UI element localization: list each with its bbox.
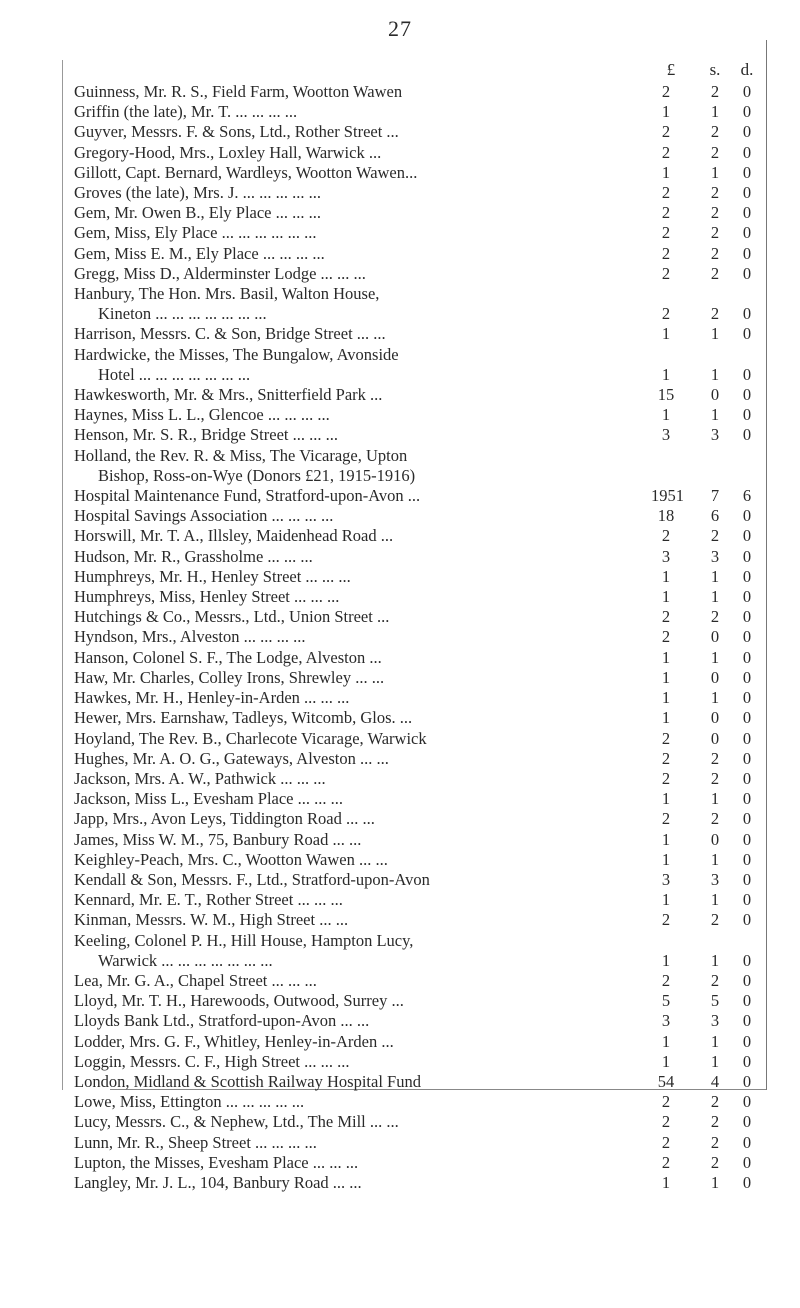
amount-pounds: 2 <box>661 1152 671 1172</box>
amount-pence: 0 <box>742 122 752 142</box>
donor-entry <box>74 648 760 668</box>
amount-pence: 0 <box>742 667 752 687</box>
amount-pence: 0 <box>742 991 752 1011</box>
amount-pence: 0 <box>742 970 752 990</box>
amount-shillings: 2 <box>710 970 720 990</box>
donor-name: Hospital Savings Association ... ... ... ... <box>74 506 334 526</box>
pounds-header: £ <box>666 60 676 79</box>
amount-shillings: 2 <box>710 1152 720 1172</box>
donor-name: Jackson, Miss L., Evesham Place ... ... ... <box>74 789 344 809</box>
amount-shillings: 2 <box>710 526 720 546</box>
donor-name: Lucy, Messrs. C., & Nephew, Ltd., The Mill ... ... <box>74 1112 399 1132</box>
donor-entry <box>74 607 760 627</box>
donor-entry <box>74 870 760 890</box>
amount-shillings: 7 <box>710 486 720 506</box>
donor-name: Gem, Mr. Owen B., Ely Place ... ... ... <box>74 203 322 223</box>
donor-name: Groves (the late), Mrs. J. ... ... ... ... ... <box>74 183 322 203</box>
amount-shillings: 2 <box>710 223 720 243</box>
amount-pounds: 2 <box>661 728 671 748</box>
amount-pence: 0 <box>742 243 752 263</box>
donor-entry <box>74 102 760 122</box>
amount-pounds: 1 <box>661 829 671 849</box>
amount-pounds: 2 <box>661 607 671 627</box>
amount-pounds: 2 <box>661 1092 671 1112</box>
donor-entry <box>74 345 760 385</box>
amount-pence: 0 <box>742 1112 752 1132</box>
amount-shillings: 3 <box>710 1011 720 1031</box>
donor-entry <box>74 547 760 567</box>
amount-pence: 0 <box>742 1172 752 1192</box>
amount-pounds: 1 <box>661 364 671 384</box>
donor-name: Kineton ... ... ... ... ... ... ... <box>98 304 267 324</box>
amount-pounds: 3 <box>661 869 671 889</box>
donor-entry <box>74 991 760 1011</box>
amount-pounds: 1 <box>661 890 671 910</box>
amount-shillings: 2 <box>710 1092 720 1112</box>
amount-pence: 0 <box>742 203 752 223</box>
donor-name: Lea, Mr. G. A., Chapel Street ... ... ... <box>74 970 317 990</box>
amount-pounds: 2 <box>661 809 671 829</box>
donor-entry <box>74 971 760 991</box>
donor-name: Gillott, Capt. Bernard, Wardleys, Wootton Wawen... <box>74 162 418 182</box>
donor-name: Lloyd, Mr. T. H., Harewoods, Outwood, Surrey ... <box>74 991 404 1011</box>
amount-pence: 0 <box>742 566 752 586</box>
amount-shillings: 2 <box>710 82 720 101</box>
donor-name: Hughes, Mr. A. O. G., Gateways, Alveston ... ... <box>74 748 389 768</box>
amount-pounds: 1 <box>661 324 671 344</box>
amount-shillings: 2 <box>710 263 720 283</box>
amount-shillings: 0 <box>710 708 720 728</box>
amount-shillings: 3 <box>710 425 720 445</box>
amount-pence: 0 <box>742 405 752 425</box>
donor-name: Hospital Maintenance Fund, Stratford-upon-Avon ... <box>74 486 421 506</box>
amount-pence: 0 <box>742 728 752 748</box>
amount-pounds: 15 <box>657 385 675 405</box>
amount-pence: 0 <box>742 223 752 243</box>
amount-shillings: 1 <box>710 890 720 910</box>
amount-pounds: 3 <box>661 1011 671 1031</box>
amount-shillings: 5 <box>710 991 720 1011</box>
amount-pounds: 1 <box>661 405 671 425</box>
amount-pounds: 1 <box>661 647 671 667</box>
amount-shillings: 4 <box>710 1071 720 1091</box>
amount-pounds: 1 <box>661 688 671 708</box>
amount-pence: 0 <box>742 627 752 647</box>
amount-pounds: 18 <box>657 506 675 526</box>
amount-pounds: 1 <box>661 708 671 728</box>
donor-entry <box>74 931 760 971</box>
amount-pounds: 5 <box>661 991 671 1011</box>
amount-shillings: 0 <box>710 829 720 849</box>
amount-pence: 0 <box>742 183 752 203</box>
page-number: 27 <box>388 16 412 41</box>
amount-pence: 0 <box>742 304 752 324</box>
amount-pounds: 2 <box>661 243 671 263</box>
amount-pence: 0 <box>742 546 752 566</box>
donor-entry <box>74 284 760 324</box>
amount-shillings: 1 <box>710 1051 720 1071</box>
amount-pounds: 54 <box>657 1071 675 1091</box>
donor-entry <box>74 486 760 506</box>
donor-name: Haw, Mr. Charles, Colley Irons, Shrewley ... ... <box>74 667 385 687</box>
donor-name: Hewer, Mrs. Earnshaw, Tadleys, Witcomb, Glos. ... <box>74 708 413 728</box>
donor-entry <box>74 729 760 749</box>
amount-pounds: 1 <box>661 1172 671 1192</box>
amount-pence: 0 <box>742 587 752 607</box>
amount-pence: 0 <box>742 1051 752 1071</box>
amount-pence: 0 <box>742 789 752 809</box>
amount-pounds: 2 <box>661 627 671 647</box>
donor-name: Warwick ... ... ... ... ... ... ... <box>98 950 273 970</box>
amount-pounds: 1 <box>661 162 671 182</box>
amount-pounds: 1 <box>661 667 671 687</box>
donor-entry <box>74 324 760 344</box>
amount-pence: 0 <box>742 162 752 182</box>
amount-pence: 0 <box>742 324 752 344</box>
amount-shillings: 1 <box>710 587 720 607</box>
donor-list <box>74 82 760 1193</box>
amount-pounds: 2 <box>661 223 671 243</box>
amount-shillings: 1 <box>710 647 720 667</box>
donor-entry <box>74 1133 760 1153</box>
amount-pence: 0 <box>742 82 752 101</box>
amount-shillings: 2 <box>710 142 720 162</box>
amount-shillings: 2 <box>710 203 720 223</box>
donor-entry <box>74 1052 760 1072</box>
amount-pence: 0 <box>742 890 752 910</box>
amount-pence: 0 <box>742 849 752 869</box>
amount-shillings: 2 <box>710 304 720 324</box>
donor-entry <box>74 264 760 284</box>
donor-name: Lloyds Bank Ltd., Stratford-upon-Avon ... ... <box>74 1011 370 1031</box>
amount-pounds: 2 <box>661 263 671 283</box>
amount-pence: 0 <box>742 809 752 829</box>
donor-name: Keighley-Peach, Mrs. C., Wootton Wawen ... ... <box>74 849 388 869</box>
donor-name: Hanbury, The Hon. Mrs. Basil, Walton House, <box>74 284 380 304</box>
amount-shillings: 0 <box>710 385 720 405</box>
donor-name: Kennard, Mr. E. T., Rother Street ... ... ... <box>74 890 343 910</box>
donor-entry <box>74 1092 760 1112</box>
donor-entry <box>74 405 760 425</box>
amount-shillings: 1 <box>710 405 720 425</box>
donor-name: Hutchings & Co., Messrs., Ltd., Union Street ... <box>74 607 390 627</box>
amount-pence: 0 <box>742 688 752 708</box>
donor-name: Gem, Miss E. M., Ely Place ... ... ... ... <box>74 243 325 263</box>
amount-shillings: 2 <box>710 809 720 829</box>
amount-pence: 0 <box>742 1011 752 1031</box>
amount-shillings: 0 <box>710 667 720 687</box>
donor-name: James, Miss W. M., 75, Banbury Road ... ... <box>74 829 362 849</box>
amount-pounds: 2 <box>661 970 671 990</box>
amount-pounds: 1 <box>661 789 671 809</box>
amount-pounds: 1 <box>661 1031 671 1051</box>
donor-entry <box>74 1173 760 1193</box>
amount-pence: 0 <box>742 425 752 445</box>
donor-name: Lodder, Mrs. G. F., Whitley, Henley-in-Arden ... <box>74 1031 394 1051</box>
amount-pounds: 2 <box>661 183 671 203</box>
donor-name: Hawkesworth, Mr. & Mrs., Snitterfield Park ... <box>74 385 383 405</box>
amount-pence: 0 <box>742 1132 752 1152</box>
donor-entry <box>74 163 760 183</box>
amount-shillings: 2 <box>710 748 720 768</box>
amount-pence: 0 <box>742 708 752 728</box>
amount-shillings: 1 <box>710 566 720 586</box>
donor-entry <box>74 809 760 829</box>
amount-shillings: 0 <box>710 627 720 647</box>
donor-entry <box>74 830 760 850</box>
donor-entry <box>74 143 760 163</box>
amount-pence: 0 <box>742 950 752 970</box>
donor-name: Hardwicke, the Misses, The Bungalow, Avonside <box>74 344 399 364</box>
donor-entry <box>74 850 760 870</box>
amount-pounds: 2 <box>661 1112 671 1132</box>
amount-pounds: 2 <box>661 1132 671 1152</box>
amount-shillings: 2 <box>710 768 720 788</box>
amount-pence: 0 <box>742 1092 752 1112</box>
amount-column-headers <box>74 60 760 82</box>
amount-shillings: 3 <box>710 546 720 566</box>
amount-shillings: 1 <box>710 162 720 182</box>
donor-name: Japp, Mrs., Avon Leys, Tiddington Road ... ... <box>74 809 375 829</box>
donor-entry <box>74 789 760 809</box>
amount-pence: 0 <box>742 647 752 667</box>
amount-shillings: 2 <box>710 910 720 930</box>
donor-name: Bishop, Ross-on-Wye (Donors £21, 1915-1916) <box>98 465 416 485</box>
amount-shillings: 1 <box>710 324 720 344</box>
amount-pence: 0 <box>742 526 752 546</box>
donor-name: Haynes, Miss L. L., Glencoe ... ... ... ... <box>74 405 330 425</box>
donor-entry <box>74 446 760 486</box>
amount-pence: 0 <box>742 102 752 122</box>
amount-shillings: 1 <box>710 789 720 809</box>
donor-name: Holland, the Rev. R. & Miss, The Vicarage, Upton <box>74 445 408 465</box>
amount-pence: 0 <box>742 385 752 405</box>
donor-name: Humphreys, Mr. H., Henley Street ... ... ... <box>74 566 351 586</box>
donor-name: Guyver, Messrs. F. & Sons, Ltd., Rother Street ... <box>74 122 399 142</box>
donor-entry <box>74 1011 760 1031</box>
donor-entry <box>74 244 760 264</box>
donor-name: Hotel ... ... ... ... ... ... ... <box>98 364 251 384</box>
donor-entry <box>74 1072 760 1092</box>
amount-shillings: 2 <box>710 122 720 142</box>
donor-entry <box>74 506 760 526</box>
amount-shillings: 1 <box>710 1031 720 1051</box>
donor-entry <box>74 223 760 243</box>
donor-name: Lupton, the Misses, Evesham Place ... ... ... <box>74 1152 359 1172</box>
amount-pence: 0 <box>742 607 752 627</box>
donor-name: Lunn, Mr. R., Sheep Street ... ... ... ... <box>74 1132 317 1152</box>
amount-pence: 0 <box>742 748 752 768</box>
amount-pounds: 3 <box>661 546 671 566</box>
amount-shillings: 2 <box>710 1112 720 1132</box>
amount-shillings: 1 <box>710 1172 720 1192</box>
amount-shillings: 2 <box>710 243 720 263</box>
donor-name: Lowe, Miss, Ettington ... ... ... ... ... <box>74 1092 305 1112</box>
amount-shillings: 2 <box>710 607 720 627</box>
donor-entry <box>74 203 760 223</box>
donor-name: Kinman, Messrs. W. M., High Street ... ... <box>74 910 349 930</box>
donor-entry <box>74 627 760 647</box>
amount-pounds: 1 <box>661 102 671 122</box>
amount-shillings: 3 <box>710 869 720 889</box>
amount-shillings: 1 <box>710 688 720 708</box>
donor-entry <box>74 567 760 587</box>
amount-shillings: 1 <box>710 849 720 869</box>
amount-pence: 6 <box>742 486 752 506</box>
donor-name: Gregory-Hood, Mrs., Loxley Hall, Warwick ... <box>74 142 382 162</box>
amount-shillings: 0 <box>710 728 720 748</box>
amount-pounds: 1 <box>661 950 671 970</box>
shillings-header: s. <box>709 60 721 79</box>
page-border-left <box>62 60 63 1090</box>
amount-pounds: 2 <box>661 910 671 930</box>
donor-entry <box>74 385 760 405</box>
amount-pence: 0 <box>742 829 752 849</box>
donor-name: Keeling, Colonel P. H., Hill House, Hampton Lucy, <box>74 930 414 950</box>
donor-name: Horswill, Mr. T. A., Illsley, Maidenhead Road ... <box>74 526 394 546</box>
amount-pounds: 1 <box>661 566 671 586</box>
amount-pounds: 3 <box>661 425 671 445</box>
amount-pounds: 2 <box>661 142 671 162</box>
donor-name: Loggin, Messrs. C. F., High Street ... ... ... <box>74 1051 350 1071</box>
amount-shillings: 6 <box>710 506 720 526</box>
amount-pounds: 1 <box>661 849 671 869</box>
donor-name: Gem, Miss, Ely Place ... ... ... ... ... ... <box>74 223 317 243</box>
donor-name: Hudson, Mr. R., Grassholme ... ... ... <box>74 546 313 566</box>
donor-entry <box>74 122 760 142</box>
amount-shillings: 1 <box>710 950 720 970</box>
donor-entry <box>74 1112 760 1132</box>
donor-name: Langley, Mr. J. L., 104, Banbury Road ... ... <box>74 1172 362 1192</box>
amount-pence: 0 <box>742 1071 752 1091</box>
amount-pounds: 2 <box>661 768 671 788</box>
amount-pounds: 2 <box>661 526 671 546</box>
pence-header: d. <box>740 60 754 79</box>
donor-entry <box>74 668 760 688</box>
donor-name: Harrison, Messrs. C. & Son, Bridge Street ... ... <box>74 324 386 344</box>
amount-pounds: 1951 <box>651 486 684 506</box>
amount-shillings: 2 <box>710 183 720 203</box>
page-border-right <box>766 40 767 1090</box>
donor-entry <box>74 82 760 102</box>
donor-name: Guinness, Mr. R. S., Field Farm, Wootton Wawen <box>74 82 403 101</box>
donor-entry <box>74 587 760 607</box>
donor-name: Hoyland, The Rev. B., Charlecote Vicarage, Warwick <box>74 728 427 748</box>
donor-name: Hanson, Colonel S. F., The Lodge, Alveston ... <box>74 647 382 667</box>
amount-pence: 0 <box>742 869 752 889</box>
donor-name: Gregg, Miss D., Alderminster Lodge ... ... ... <box>74 263 366 283</box>
amount-pence: 0 <box>742 768 752 788</box>
donor-name: Humphreys, Miss, Henley Street ... ... ... <box>74 587 340 607</box>
amount-pounds: 2 <box>661 304 671 324</box>
amount-pence: 0 <box>742 506 752 526</box>
amount-pounds: 2 <box>661 203 671 223</box>
donor-name: London, Midland & Scottish Railway Hospital Fund <box>74 1071 421 1091</box>
donor-entry <box>74 425 760 445</box>
donor-name: Hyndson, Mrs., Alveston ... ... ... ... <box>74 627 306 647</box>
donor-entry <box>74 708 760 728</box>
donor-name: Henson, Mr. S. R., Bridge Street ... ... ... <box>74 425 338 445</box>
amount-pence: 0 <box>742 1031 752 1051</box>
amount-shillings: 2 <box>710 1132 720 1152</box>
donor-entry <box>74 688 760 708</box>
amount-shillings: 1 <box>710 102 720 122</box>
donor-name: Hawkes, Mr. H., Henley-in-Arden ... ... ... <box>74 688 350 708</box>
amount-pounds: 1 <box>661 1051 671 1071</box>
amount-pence: 0 <box>742 263 752 283</box>
donor-entry <box>74 1153 760 1173</box>
amount-pounds: 2 <box>661 748 671 768</box>
amount-pence: 0 <box>742 364 752 384</box>
donor-entry <box>74 1032 760 1052</box>
donor-entry <box>74 769 760 789</box>
donor-entry <box>74 526 760 546</box>
amount-pence: 0 <box>742 142 752 162</box>
amount-shillings: 1 <box>710 364 720 384</box>
donor-name: Jackson, Mrs. A. W., Pathwick ... ... ... <box>74 768 326 788</box>
donor-entry <box>74 749 760 769</box>
amount-pounds: 1 <box>661 587 671 607</box>
donor-entry <box>74 183 760 203</box>
amount-pence: 0 <box>742 1152 752 1172</box>
amount-pence: 0 <box>742 910 752 930</box>
donor-entry <box>74 890 760 910</box>
donor-name: Griffin (the late), Mr. T. ... ... ... ... <box>74 102 298 122</box>
donor-name: Kendall & Son, Messrs. F., Ltd., Stratford-upon-Avon <box>74 869 430 889</box>
amount-pounds: 2 <box>661 82 671 101</box>
amount-pounds: 2 <box>661 122 671 142</box>
donor-entry <box>74 910 760 930</box>
